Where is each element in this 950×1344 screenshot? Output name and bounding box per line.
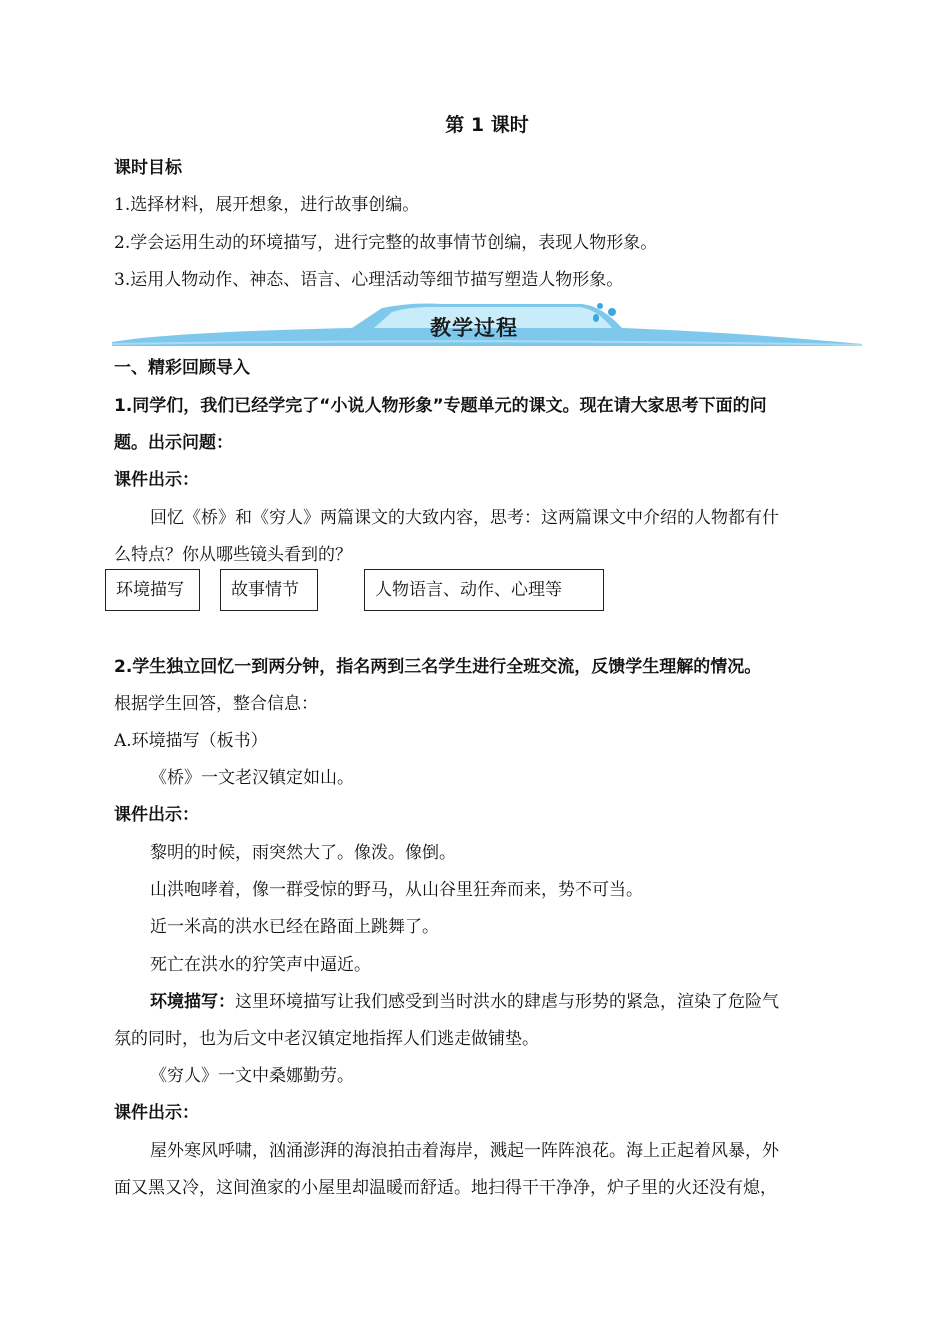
section-heading: 一、精彩回顾导入	[114, 358, 250, 378]
objective-item: 3.运用人物动作、神态、语言、心理活动等细节描写塑造人物形象。	[114, 270, 624, 290]
prompt-line: 么特点？你从哪些镜头看到的？	[114, 545, 352, 565]
point-a: A.环境描写（板书）	[114, 731, 268, 751]
keyword-box-character: 人物语言、动作、心理等	[364, 569, 604, 611]
question-1-line: 1.同学们，我们已经学完了“小说人物形象”专题单元的课文。现在请大家思考下面的问	[114, 396, 767, 416]
answer-intro: 根据学生回答，整合信息：	[114, 694, 318, 714]
banner-label: 教学过程	[430, 316, 518, 340]
question-2-line: 2.学生独立回忆一到两分钟，指名两到三名学生进行全班交流，反馈学生理解的情况。	[114, 657, 762, 677]
environment-analysis-line	[150, 990, 779, 1014]
droplet-icon	[597, 303, 603, 309]
quote-line: 黎明的时候，雨突然大了。像泼。像倒。	[150, 843, 456, 863]
objective-item: 1.选择材料，展开想象，进行故事创编。	[114, 195, 420, 215]
objective-item: 2.学会运用生动的环境描写，进行完整的故事情节创编，表现人物形象。	[114, 233, 658, 253]
prompt-line: 回忆《桥》和《穷人》两篇课文的大致内容，思考：这两篇课文中介绍的人物都有什	[150, 508, 779, 528]
keyword-box-environment: 环境描写	[105, 569, 200, 611]
quote-line: 山洪咆哮着，像一群受惊的野马，从山谷里狂奔而来，势不可当。	[150, 880, 643, 900]
courseware-label: 课件出示：	[114, 805, 199, 825]
quote-line: 面又黑又冷，这间渔家的小屋里却温暖而舒适。地扫得干干净净，炉子里的火还没有熄，	[114, 1178, 777, 1198]
droplet-icon	[593, 314, 599, 322]
qiongren-intro: 《穷人》一文中桑娜勤劳。	[150, 1066, 354, 1086]
page-title: 第 1 课时	[445, 114, 529, 136]
qiao-intro: 《桥》一文老汉镇定如山。	[150, 768, 354, 788]
droplet-icon	[608, 308, 616, 316]
quote-line: 死亡在洪水的狞笑声中逼近。	[150, 955, 371, 975]
question-1-line: 题。出示问题：	[114, 433, 233, 453]
environment-label: 环境描写：	[150, 992, 235, 1012]
quote-line: 屋外寒风呼啸，汹涌澎湃的海浪拍击着海岸，溅起一阵阵浪花。海上正起着风暴，外	[150, 1141, 779, 1161]
environment-text: 这里环境描写让我们感受到当时洪水的肆虐与形势的紧急，渲染了危险气	[235, 992, 779, 1012]
keyword-box-plot: 故事情节	[220, 569, 318, 611]
environment-analysis-line: 氛的同时，也为后文中老汉镇定地指挥人们逃走做铺垫。	[114, 1029, 539, 1049]
courseware-label: 课件出示：	[114, 470, 199, 490]
courseware-label: 课件出示：	[114, 1103, 199, 1123]
objectives-heading: 课时目标	[114, 158, 182, 178]
quote-line: 近一米高的洪水已经在路面上跳舞了。	[150, 917, 439, 937]
